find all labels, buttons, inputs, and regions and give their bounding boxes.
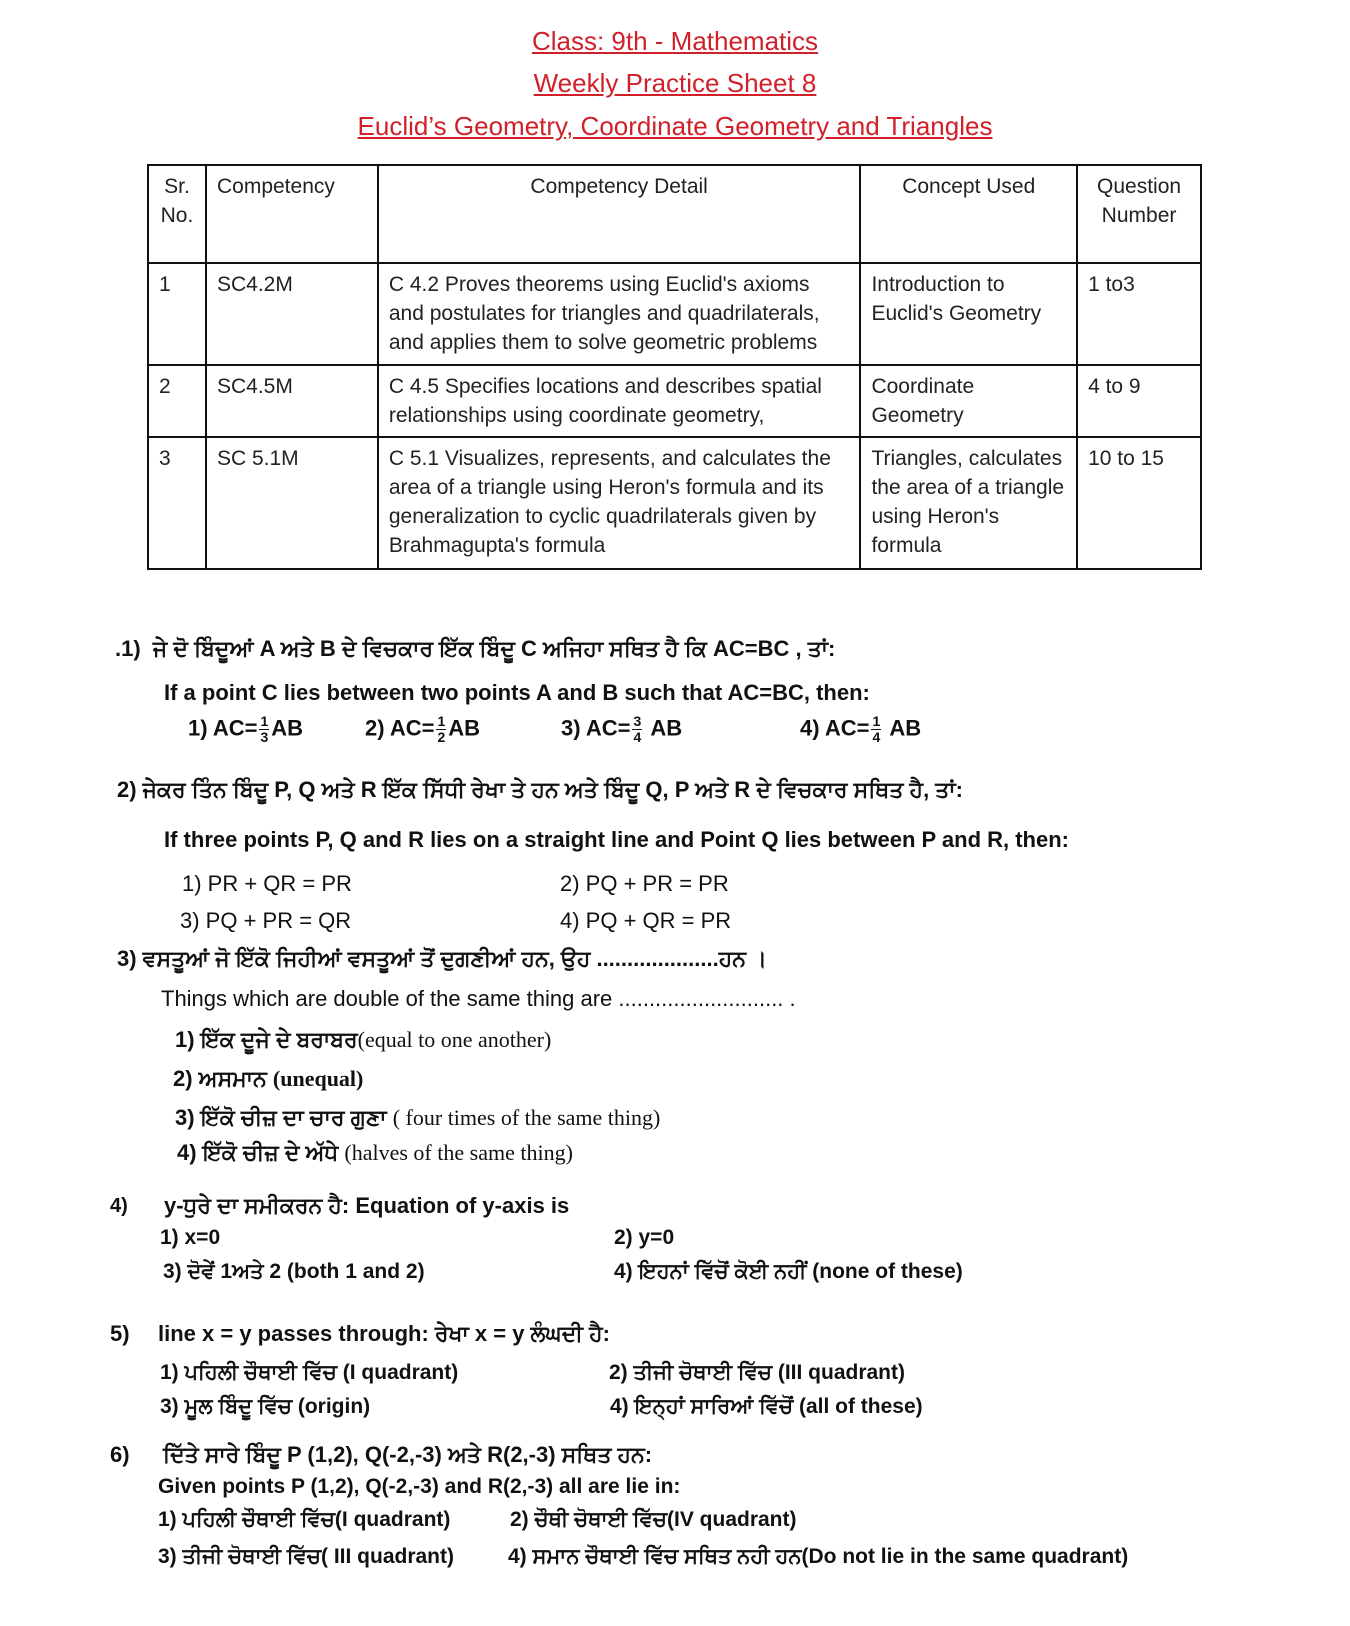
q5-option-3: 3) ਮੂਲ ਬਿੰਦੂ ਵਿੱਚ (origin)	[160, 1395, 371, 1418]
sheet-title: Weekly Practice Sheet 8	[533, 68, 817, 98]
cell-questions: 10 to 15	[1077, 437, 1201, 569]
cell-concept: Coordinate Geometry	[860, 365, 1077, 437]
cell-concept: Triangles, calculates the area of a triangle using Heron's formula	[860, 437, 1077, 569]
cell-detail: C 4.5 Specifies locations and describes spatial relationships using coordinate geometry,	[378, 365, 861, 437]
q6-number: 6)	[110, 1442, 130, 1467]
q1-option-2: 2) AC= $\frac{1}{2}$ AB	[365, 713, 481, 745]
q6-option-2: 2) ਚੌਥੀ ਚੋਥਾਈ ਵਿੱਚ(IV quadrant)	[510, 1508, 797, 1531]
q6-option-3: 3) ਤੀਜੀ ਚੋਥਾਈ ਵਿੱਚ( III quadrant)	[158, 1545, 454, 1568]
q6-option-4: 4) ਸਮਾਨ ਚੌਥਾਈ ਵਿੱਚ ਸਥਿਤ ਨਹੀ ਹਨ(Do not lie in the same quadrant)	[508, 1545, 1129, 1568]
q1-number: .1)	[115, 636, 141, 661]
class-title: Class: 9th - Mathematics	[531, 26, 819, 56]
q2-option-3: 3) PQ + PR = QR	[180, 908, 352, 933]
cell-competency: SC 5.1M	[206, 437, 378, 569]
cell-sr: 2	[148, 365, 206, 437]
q1-english: If a point C lies between two points A and B such that AC=BC, then:	[164, 680, 870, 705]
col-header: Competency Detail	[378, 165, 861, 263]
cell-sr: 3	[148, 437, 206, 569]
cell-concept: Introduction to Euclid's Geometry	[860, 263, 1077, 365]
q3-option-1: 1) ਇੱਕ ਦੂਜੇ ਦੇ ਬਰਾਬਰ(equal to one another)	[175, 1027, 552, 1052]
q2-option-4: 4) PQ + QR = PR	[560, 908, 732, 933]
q2-punjabi: 2) ਜੇਕਰ ਤਿੰਨ ਬਿੰਦੂ P, Q ਅਤੇ R ਇੱਕ ਸਿੱਧੀ ਰੇਖਾ ਤੇ ਹਨ ਅਤੇ ਬਿੰਦੂ Q, P ਅਤੇ R ਦੇ ਵਿਚਕਾਰ ਸਥਿਤ ਹੈ, ਤਾਂ:	[117, 777, 963, 802]
col-header: Question Number	[1077, 165, 1201, 263]
cell-questions: 1 to3	[1077, 263, 1201, 365]
competency-table	[147, 164, 1202, 570]
cell-sr: 1	[148, 263, 206, 365]
q3-punjabi: 3) ਵਸਤੂਆਂ ਜੋ ਇੱਕੋ ਜਿਹੀਆਂ ਵਸਤੂਆਂ ਤੋਂ ਦੁਗਣੀਆਂ ਹਨ, ਉਹ ....................ਹਨ ।	[117, 946, 767, 971]
q3-option-4: 4) ਇੱਕੋ ਚੀਜ਼ ਦੇ ਅੱਧੇ (halves of the same thing)	[177, 1140, 573, 1165]
q2-option-2: 2) PQ + PR = PR	[560, 871, 729, 896]
q1-option-1: 1) AC= $\frac{1}{3}$ AB	[188, 713, 304, 745]
q4-number: 4)	[110, 1195, 128, 1217]
q3-option-3: 3) ਇੱਕੋ ਚੀਜ਼ ਦਾ ਚਾਰ ਗੁਣਾ ( four times of the same thing)	[175, 1105, 661, 1130]
q1-punjabi	[115, 636, 835, 662]
table-row	[148, 437, 1201, 569]
q6-option-1: 1) ਪਹਿਲੀ ਚੌਥਾਈ ਵਿੱਚ(I quadrant)	[158, 1508, 451, 1531]
col-header: Competency	[206, 165, 378, 263]
q4-question: y-ਧੁਰੇ ਦਾ ਸਮੀਕਰਨ ਹੈ: Equation of y-axis is	[164, 1193, 570, 1218]
q6-punjabi: ਦਿੱਤੇ ਸਾਰੇ ਬਿੰਦੂ P (1,2), Q(-2,-3) ਅਤੇ R(2,-3) ਸਥਿਤ ਹਨ:	[163, 1442, 653, 1467]
q1-option-4: 4) AC= $\frac{1}{4}$ AB	[800, 713, 922, 745]
cell-competency: SC4.2M	[206, 263, 378, 365]
cell-detail: C 4.2 Proves theorems using Euclid's axioms and postulates for triangles and quadrilaterals, and applies them to solve geometric problems	[378, 263, 861, 365]
q4-option-4: 4) ਇਹਨਾਂ ਵਿੱਚੋਂ ਕੋਈ ਨਹੀਂ (none of these)	[614, 1260, 963, 1283]
topic-title: Euclid’s Geometry, Coordinate Geometry and Triangles	[357, 111, 993, 141]
q6-english: Given points P (1,2), Q(-2,-3) and R(2,-3) all are lie in:	[158, 1475, 681, 1498]
q5-option-1: 1) ਪਹਿਲੀ ਚੌਥਾਈ ਵਿੱਚ (I quadrant)	[160, 1361, 459, 1384]
q3-english: Things which are double of the same thing are ........................... .	[161, 986, 796, 1011]
q5-number: 5)	[110, 1321, 130, 1346]
q4-option-3: 3) ਦੋਵੇਂ 1ਅਤੇ 2 (both 1 and 2)	[163, 1260, 425, 1283]
q5-option-4: 4) ਇਨ੍ਹਾਂ ਸਾਰਿਆਂ ਵਿੱਚੋਂ (all of these)	[610, 1395, 923, 1418]
q1-option-3: 3) AC= $\frac{3}{4}$ AB	[561, 713, 683, 745]
q1-punjabi-text: ਜੇ ਦੋ ਬਿੰਦੂਆਂ A ਅਤੇ B ਦੇ ਵਿਚਕਾਰ ਇੱਕ ਬਿੰਦੂ C ਅਜਿਹਾ ਸਥਿਤ ਹੈ ਕਿ AC=BC , ਤਾਂ:	[152, 636, 836, 661]
table-row	[148, 263, 1201, 365]
col-header: Sr. No.	[148, 165, 206, 263]
q4-option-1: 1) x=0	[160, 1226, 221, 1249]
table-header-row	[148, 165, 1201, 263]
cell-competency: SC4.5M	[206, 365, 378, 437]
q3-option-2: 2) ਅਸਮਾਨ (unequal)	[173, 1066, 364, 1091]
col-header: Concept Used	[860, 165, 1077, 263]
q4-option-2: 2) y=0	[614, 1226, 675, 1249]
q5-option-2: 2) ਤੀਜੀ ਚੋਥਾਈ ਵਿੱਚ (III quadrant)	[609, 1361, 905, 1384]
q5-question: line x = y passes through: ਰੇਖਾ x = y ਲੰਘਦੀ ਹੈ:	[158, 1321, 610, 1346]
table-row	[148, 365, 1201, 437]
cell-questions: 4 to 9	[1077, 365, 1201, 437]
cell-detail: C 5.1 Visualizes, represents, and calculates the area of a triangle using Heron's formula and its generalization to cyclic quadrilaterals given by Brahmagupta's formula	[378, 437, 861, 569]
q2-option-1: 1) PR + QR = PR	[182, 871, 352, 896]
q2-english: If three points P, Q and R lies on a straight line and Point Q lies between P and R, then:	[164, 827, 1069, 852]
